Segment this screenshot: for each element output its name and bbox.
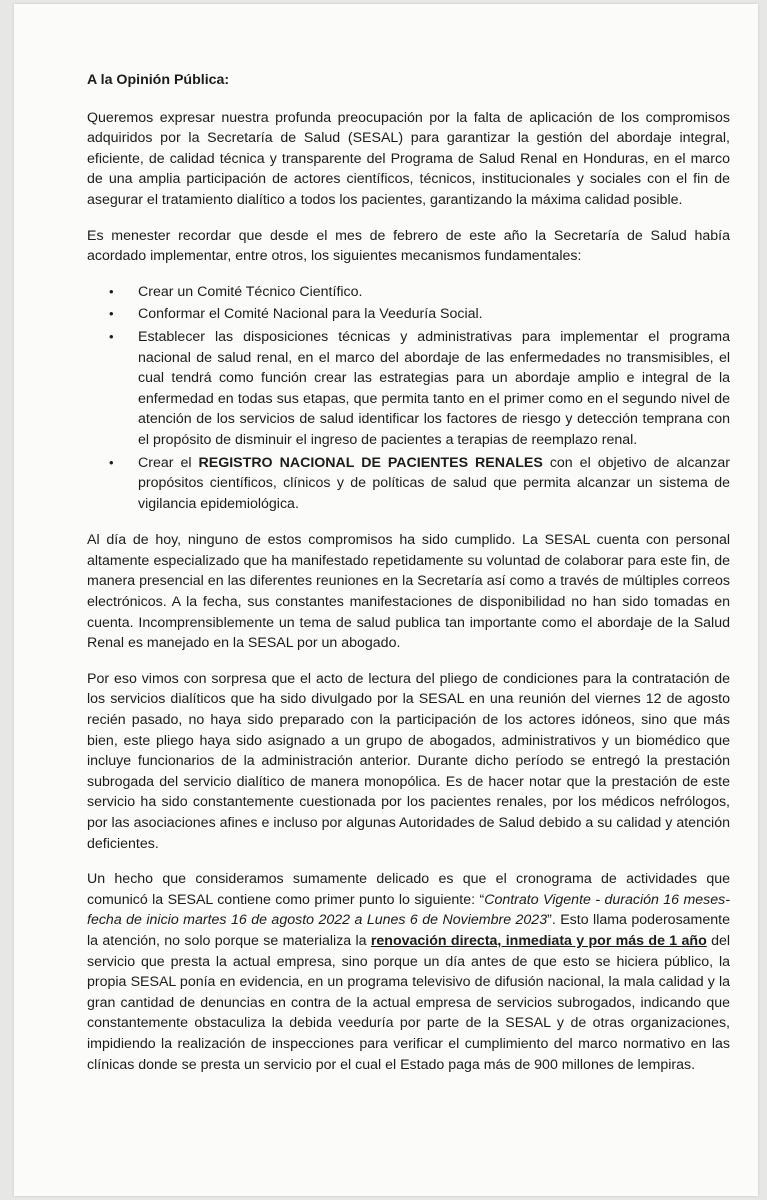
bullet-icon: • <box>109 283 114 299</box>
list-item-text-pre: Crear el <box>138 454 199 471</box>
list-item-text: Establecer las disposiciones técnicas y administrativas para implementar el programa nacional de salud renal, en el marco del abordaje de las enfermedades no transmisibles, el cual tendrá como función crear las estrategias para un abordaje amplio e integral de la enfermedad en todas sus etapas, que permita tanto en el primer como en el segundo nivel de atención de los servicios de salud identificar los factores de riesgo y detección temprana con el propósito de disminuir el ingreso de pacientes a terapias de reemplazo renal. <box>138 328 730 448</box>
bullet-icon: • <box>109 328 114 344</box>
list-item-text: Conformar el Comité Nacional para la Veeduría Social. <box>138 306 483 323</box>
contract-quote-italic: Contrato Vigente - duración 16 meses- fecha de inicio martes 16 de agosto 2022 a Lunes 6 de Noviembre 2023 <box>87 891 730 929</box>
list-item <box>87 327 730 451</box>
paragraph-bidding-conditions: Por eso vimos con sorpresa que el acto de lectura del pliego de condiciones para la contratación de los servicios dialíticos que ha sido divulgado por la SESAL en una reunión del viernes 12 de agosto recién pasado, no haya sido preparado con la participación de los actores idóneos, sino que más bien, este pliego haya sido asignado a un grupo de abogados, administrativos y un biomédico que incluye funcionarios de la administración anterior. Durante dicho período se entregó la prestación subrogada del servicio dialítico de manera monopólica. Es de hacer notar que la prestación de este servicio ha sido constantemente cuestionada por los pacientes renales, por los médicos nefrólogos, por las asociaciones afines e incluso por algunas Autoridades de Salud debido a su calidad y atención deficientes. <box>87 670 730 852</box>
schedule-text-mid: ”. Esto llama poderosamente la atención, no solo porque se materializa la <box>87 912 730 949</box>
paragraph-current-status: Al día de hoy, ninguno de estos compromisos ha sido cumplido. La SESAL cuenta con personal altamente especializado que ha manifestado repetidamente su voluntad de colaborar para este fin, de manera presencial en las diferentes reuniones en la Secretaría así como a través de múltiples correos electrónicos. A la fecha, sus constantes manifestaciones de disponibilidad no han sido tomadas en cuenta. Incomprensiblemente un tema de salud publica tan importante como el abordaje de la Salud Renal es manejado en la SESAL por un abogado. <box>87 532 730 652</box>
schedule-text-pre: Un hecho que consideramos sumamente delicado es que el cronograma de actividades que comunicó la SESAL contiene como primer punto lo siguiente: “ <box>87 871 730 908</box>
letter-body <box>87 70 730 1090</box>
renewal-emphasis: renovación directa, inmediata y por más de 1 año <box>370 932 707 949</box>
schedule-text-post: del servicio que presta la actual empresa, sino porque un día antes de que esto se hiciera público, la propia SESAL ponía en evidencia, en un programa televisivo de difusión nacional, la mala calidad y la gran cantidad de denuncias en contra de la actual empresa de servicios subrogados, indicando que constantemente obstaculiza la debida veeduría por parte de la SESAL y de otras organizaciones, impidiendo la realización de inspecciones para verificar el cumplimiento del marco normativo en las clínicas donde se presta un servicio por el cual el Estado paga más de 900 millones de lempiras. <box>87 932 731 1073</box>
paragraph-intro: Queremos expresar nuestra profunda preocupación por la falta de aplicación de los compromisos adquiridos por la Secretaría de Salud (SESAL) para garantizar la gestión del abordaje integral, eficiente, de calidad técnica y transparente del Programa de Salud Renal en Honduras, en el marco de una amplia participación de actores científicos, técnicos, institucionales y sociales con el fin de asegurar el tratamiento dialítico a todos los pacientes, garantizando la máxima calidad posible. <box>87 109 730 208</box>
bullet-icon: • <box>109 306 114 322</box>
document-page <box>14 4 758 1196</box>
registry-name-bold: REGISTRO NACIONAL DE PACIENTES RENALES <box>198 454 543 471</box>
salutation-heading: A la Opinión Pública: <box>87 72 230 88</box>
paragraph-mechanisms-intro: Es menester recordar que desde el mes de febrero de este año la Secretaría de Salud había acordado implementar, entre otros, los siguientes mecanismos fundamentales: <box>87 227 730 265</box>
list-item <box>87 304 730 325</box>
list-item-text: Crear un Comité Técnico Científico. <box>138 283 363 300</box>
mechanisms-list <box>87 282 730 515</box>
list-item-text-post: con el objetivo de alcanzar propósitos científicos, clínicos y de políticas de salud que permita alcanzar un sistema de vigilancia epidemiológica. <box>138 454 731 512</box>
bullet-icon: • <box>109 454 114 470</box>
paragraph-contract-schedule <box>87 869 730 1075</box>
list-item <box>87 282 730 303</box>
list-item <box>87 453 730 515</box>
